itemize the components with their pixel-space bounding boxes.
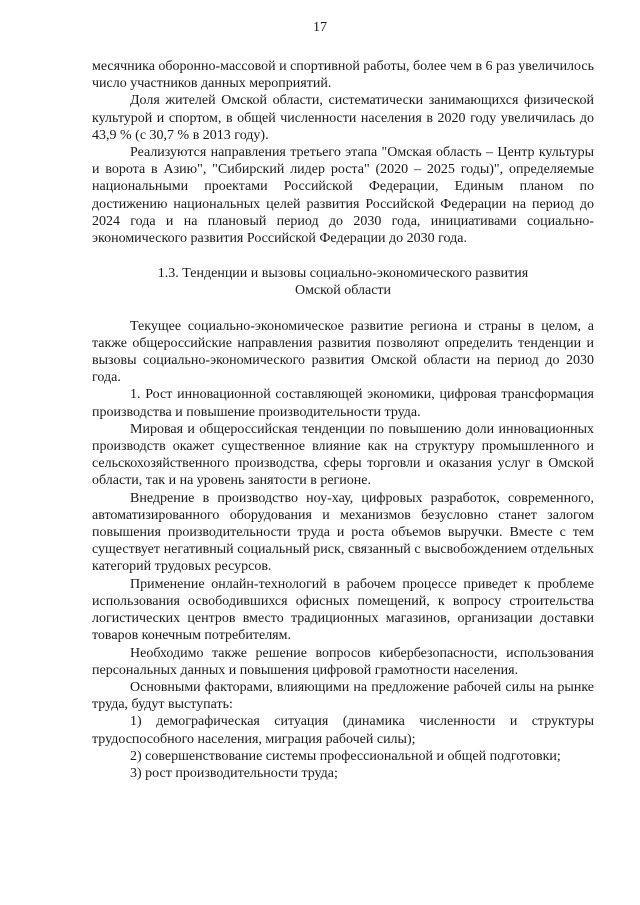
document-body bbox=[92, 58, 594, 782]
paragraph-cybersecurity: Необходимо также решение вопросов кибербезопасности, использования персональных данных и повышения цифровой грамотности населения. bbox=[92, 645, 594, 678]
paragraph-innovation-share: Мировая и общероссийская тенденции по повышению доли инновационных производств окажет существенное влияние как на структуру промышленного и сельскохозяйственного производства, сферы торговли и оказания услуг в Омской области, так и на уровень занятости в регионе. bbox=[92, 421, 594, 489]
list-item-3: 3) рост производительности труда; bbox=[130, 765, 338, 781]
paragraph-third-stage: Реализуются направления третьего этапа "Омская область – Центр культуры и ворота в Азию", "Сибирский лидер роста" (2020 – 2025 годы)", определяемые национальными проектами Российской Федерации, Единым планом по достижению национальных целей развития Российской Федерации на период до 2024 года и на плановый период до 2030 года, инициативами социально-экономического развития Российской Федерации до 2030 года. bbox=[92, 145, 594, 247]
paragraph-continuation: месячника оборонно-массовой и спортивной работы, более чем в 6 раз увеличилось число участников данных мероприятий. bbox=[92, 59, 594, 92]
section-heading-line1: 1.3. Тенденции и вызовы социально-экономического развития bbox=[157, 266, 529, 282]
paragraph-trend-1: 1. Рост инновационной составляющей экономики, цифровая трансформация производства и повышение производительности труда. bbox=[92, 387, 594, 420]
paragraph-know-how: Внедрение в производство ноу-хау, цифровых разработок, современного, автоматизированного оборудования и механизмов безусловно станет залогом повышения производительности труда и роста объемов выручки. Вместе с тем существует негативный социальный риск, связанный с высвобождением отдельных категорий трудовых ресурсов. bbox=[92, 490, 594, 575]
section-heading bbox=[92, 265, 594, 299]
paragraph-labor-factors: Основными факторами, влияющими на предложение рабочей силы на рынке труда, будут выступать: bbox=[92, 679, 594, 713]
section-heading-line2: Омской области bbox=[294, 283, 392, 299]
page-number: 17 bbox=[313, 20, 327, 35]
paragraph-online-tech: Применение онлайн-технологий в рабочем процессе приведет к проблеме использования освободившихся офисных помещений, к вопросу строительства логистических центров вместо традиционных магазинов, организации доставки товаров конечным потребителям. bbox=[92, 576, 594, 644]
paragraph-sport-share: Доля жителей Омской области, систематически занимающихся физической культурой и спортом, в общей численности населения в 2020 году увеличилась до 43,9 % (с 30,7 % в 2013 году). bbox=[92, 93, 594, 143]
paragraph-current-development: Текущее социально-экономическое развитие региона и страны в целом, а также общероссийские направления развития позволяют определить тенденции и вызовы социально-экономического развития Омской области на период до 2030 года. bbox=[92, 318, 594, 386]
list-item-1: 1) демографическая ситуация (динамика численности и структуры трудоспособного населения, миграция рабочей силы); bbox=[92, 714, 594, 747]
list-item-2: 2) совершенствование системы профессиональной и общей подготовки; bbox=[130, 748, 561, 764]
